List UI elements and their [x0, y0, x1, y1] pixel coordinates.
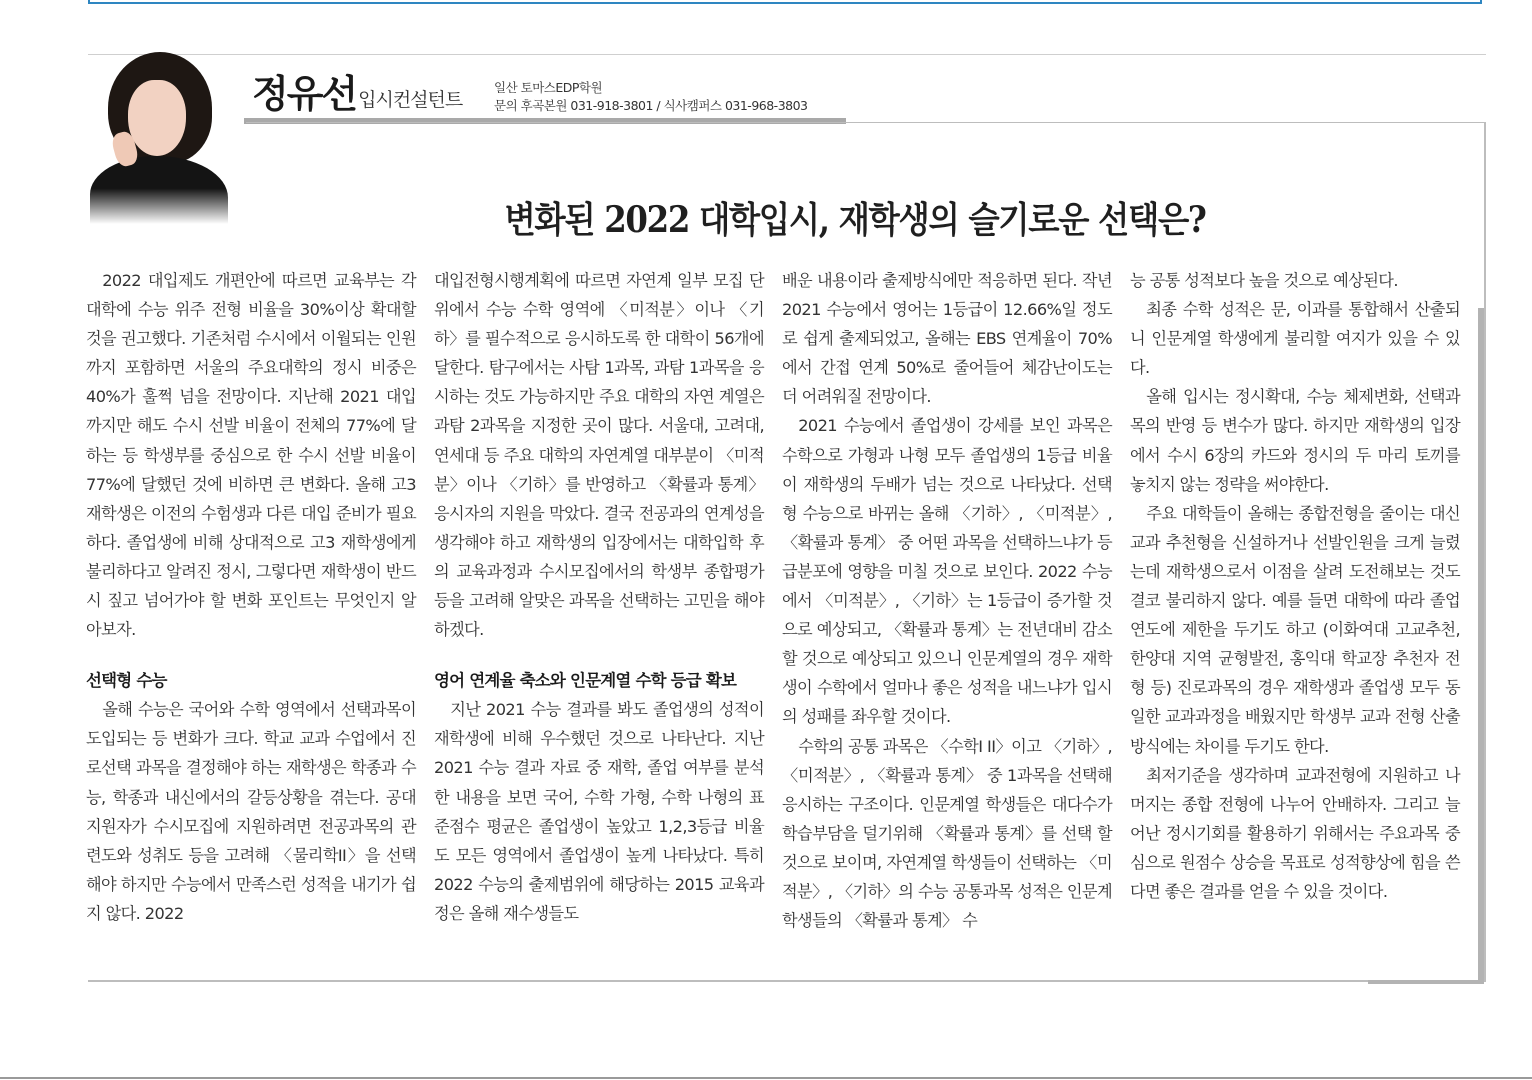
article-paragraph: 수학의 공통 과목은 〈수학I II〉이고 〈기하〉, 〈미적분〉, 〈확률과 통계〉 중 1과목을 선택해 응시하는 구조이다. 인문계열 학생들은 대다수가 학습부담을 덜기위해 〈확률과 통계〉를 선택 할 것으로 보이며, 자연계열 학생들이 선택하는 〈미적분〉, 〈기하〉의 수능 공통과목 성적은 인문계 학생들의 〈확률과 통계〉 수 — [782, 736, 1112, 931]
article-column-2 — [434, 266, 764, 928]
contact-info — [494, 79, 808, 115]
headline: 변화된 2022 대학입시, 재학생의 슬기로운 선택은? — [504, 199, 1206, 242]
frame-shadow-bottom — [1368, 980, 1484, 984]
author-role: 입시컨설턴트 — [358, 89, 463, 111]
article-paragraph: 올해 입시는 정시확대, 수능 체제변화, 선택과목의 반영 등 변수가 많다. 하지만 재학생의 입장에서 수시 6장의 카드와 정시의 두 마리 토끼를 놓치지 않는 정략을 써야한다. — [1130, 387, 1460, 494]
article-paragraph: 주요 대학들이 올해는 종합전형을 줄이는 대신 교과 추천형을 신설하거나 선발인원을 크게 늘렸는데 재학생으로서 이점을 살려 도전해보는 것도 결코 불리하지 않다. 예를 들면 대학에 따라 졸업 연도에 제한을 두기도 하고 (이화여대 고교추천, 한양대 지역 균형발전, 홍익대 학교장 추천자 전형 등) 진로과목의 경우 재학생과 졸업생 모두 동일한 교과과정을 배웠지만 학생부 교과 전형 산출방식에는 차이를 두기도 한다. — [1130, 503, 1460, 756]
section-heading: 선택형 수능 — [86, 671, 167, 691]
header-divider — [88, 54, 1486, 55]
author-name: 정유선 — [252, 72, 357, 116]
frame-shadow-right — [1478, 308, 1484, 982]
top-frame-border — [88, 0, 1482, 4]
article-paragraph: 최종 수학 성적은 문, 이과를 통합해서 산출되니 인문계열 학생에게 불리할 여지가 있을 수 있다. — [1130, 300, 1460, 378]
article-paragraph: 지난 2021 수능 결과를 봐도 졸업생의 성적이 재학생에 비해 우수했던 것으로 나타난다. 지난 2021 수능 결과 자료 중 재학, 졸업 여부를 분석한 내용을 보면 국어, 수학 가형, 수학 나형의 표준점수 평균은 졸업생이 높았고 1,2,3등급 비율도 모든 영역에서 졸업생이 높게 나타났다. 특히 2022 수능의 출제범위에 해당하는 2015 교육과정은 올해 재수생들도 — [434, 700, 764, 923]
academy-name: 일산 토마스EDP학원 — [494, 80, 603, 95]
article-paragraph: 최저기준을 생각하며 교과전형에 지원하고 나머지는 종합 전형에 나누어 안배하자. 그리고 늘어난 정시기회를 활용하기 위해서는 주요과목 중심으로 원점수 상승을 목표로 성적향상에 힘을 쓴다면 좋은 결과를 얻을 수 있을 것이다. — [1130, 765, 1460, 901]
article-column-1 — [86, 266, 416, 928]
article-paragraph: 배운 내용이라 출제방식에만 적응하면 된다. 작년 2021 수능에서 영어는 1등급이 12.66%일 정도로 쉽게 출제되었고, 올해는 EBS 연계율이 70%에서 간접 연계 50%로 줄어들어 체감난이도는 더 어려워질 전망이다. — [782, 271, 1112, 407]
article-paragraph: 2021 수능에서 졸업생이 강세를 보인 과목은 수학으로 가형과 나형 모두 졸업생의 1등급 비율이 재학생의 두배가 넘는 것으로 나타났다. 선택형 수능으로 바뀌는 올해 〈기하〉, 〈미적분〉, 〈확률과 통계〉 중 어떤 과목을 선택하느냐가 등급분포에 영향을 미칠 것으로 보인다. 2022 수능에서 〈미적분〉, 〈기하〉는 1등급이 증가할 것으로 예상되고, 〈확률과 통계〉는 전년대비 감소할 것으로 예상되고 있으니 인문계열의 경우 재학생이 수학에서 얼마나 좋은 성적을 내느냐가 입시의 성패를 좌우할 것이다. — [782, 416, 1112, 727]
article-paragraph: 2022 대입제도 개편안에 따르면 교육부는 각 대학에 수능 위주 전형 비율을 30%이상 확대할 것을 권고했다. 기존처럼 수시에서 이월되는 인원까지 포함하면 서울의 주요대학의 정시 비중은 40%가 훌쩍 넘을 전망이다. 지난해 2021 대입까지만 해도 수시 선발 비율이 전체의 77%에 달하는 등 학생부를 중심으로 한 수시 선발 비율이 77%에 달했던 것에 비하면 큰 변화다. 올해 고3 재학생은 이전의 수험생과 다른 대입 준비가 필요하다. 졸업생에 비해 상대적으로 고3 재학생에게 불리하다고 알려진 정시, 그렇다면 재학생이 반드시 짚고 넘어가야 할 변화 포인트는 무엇인지 알아보자. — [86, 271, 416, 640]
article-paragraph: 능 공통 성적보다 높을 것으로 예상된다. — [1130, 271, 1398, 290]
section-heading: 영어 연계율 축소와 인문계열 수학 등급 확보 — [434, 671, 737, 691]
byline — [252, 74, 462, 114]
article-paragraph: 대입전형시행계획에 따르면 자연계 일부 모집 단위에서 수능 수학 영역에 〈미적분〉이나 〈기하〉를 필수적으로 응시하도록 한 대학이 56개에 달한다. 탐구에서는 사탐 1과목, 과탐 1과목을 응시하는 것도 가능하지만 주요 대학의 자연 계열은 과탐 2과목을 지정한 곳이 많다. 서울대, 고려대, 연세대 등 주요 대학의 자연계열 대부분이 〈미적분〉이나 〈기하〉를 반영하고 〈확률과 통계〉 응시자의 지원을 막았다. 결국 전공과의 연계성을 생각해야 하고 재학생의 입장에서는 대학입학 후의 교육과정과 수시모집에서의 학생부 종합평가 등을 고려해 알맞은 과목을 선택하는 고민을 해야 하겠다. — [434, 271, 764, 640]
article-column-4 — [1130, 266, 1460, 906]
page-bottom-rule — [0, 1077, 1532, 1079]
article-paragraph: 올해 수능은 국어와 수학 영역에서 선택과목이 도입되는 등 변화가 크다. 학교 교과 수업에서 진로선택 과목을 결정해야 하는 재학생은 학종과 수능, 학종과 내신에서의 갈등상황을 겪는다. 공대 지원자가 수시모집에 지원하려면 전공과목의 관련도와 성취도 등을 고려해 〈물리학II〉을 선택해야 하지만 수능에서 만족스런 성적을 내기가 쉽지 않다. 2022 — [86, 700, 416, 923]
photo-fade — [86, 46, 232, 224]
article-bottom-rule — [88, 980, 1484, 982]
article-column-3 — [782, 266, 1112, 935]
author-photo — [86, 46, 232, 224]
contact-phone: 문의 후곡본원 031-918-3801 / 식사캠퍼스 031-968-3803 — [494, 98, 808, 113]
